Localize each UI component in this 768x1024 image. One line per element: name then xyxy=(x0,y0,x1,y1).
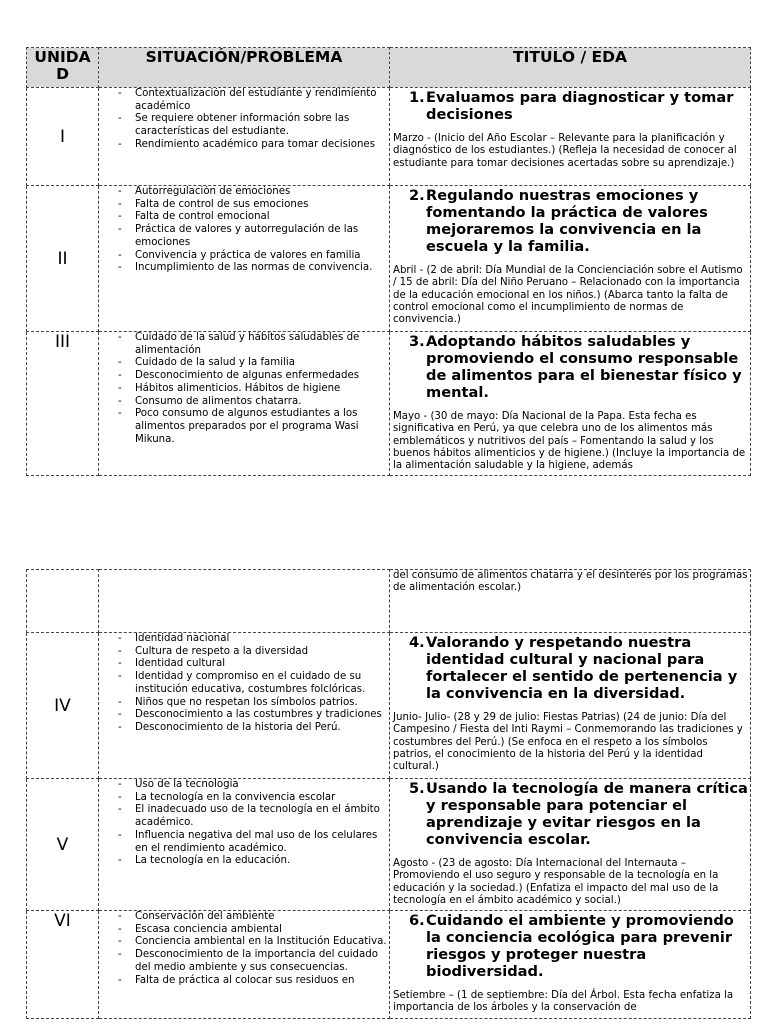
list-item: - Cultura de respeto a la diversidad xyxy=(135,646,389,659)
table-row xyxy=(27,633,751,779)
eda-title-text: Usando la tecnología de manera crítica y responsable para potenciar el aprendizaje y evitar riesgos en la convivencia escolar. xyxy=(426,780,748,848)
list-item: - Cuidado de la salud y hábitos saludables de alimentación xyxy=(135,332,389,357)
table-row xyxy=(27,911,751,1019)
title-cell xyxy=(390,633,751,779)
list-item: - Uso de la tecnología xyxy=(135,779,389,792)
eda-title xyxy=(390,187,750,255)
eda-title xyxy=(390,89,750,123)
eda-description: Abril - (2 de abril: Día Mundial de la Concienciación sobre el Autismo / 15 de abril: Día del Niño Peruano – Relacionado con la importancia de la educación emocional en los niños.) (Abarca tanto la falta de control emocional como el incumplimiento de normas de convivencia.) xyxy=(393,265,743,326)
eda-title-text: Evaluamos para diagnosticar y tomar decisiones xyxy=(426,89,734,123)
situation-cell xyxy=(99,911,390,1019)
table-row xyxy=(27,88,751,186)
list-item: - Consumo de alimentos chatarra. xyxy=(135,396,389,409)
situation-cell xyxy=(99,88,390,186)
list-item: - Desconocimiento de algunas enfermedades xyxy=(135,370,389,383)
header-unidad: UNIDA D xyxy=(27,48,99,88)
title-cell xyxy=(390,88,751,186)
eda-number: 2. xyxy=(409,187,425,204)
table-header-row xyxy=(27,48,751,88)
situation-list xyxy=(99,779,389,868)
situation-cell xyxy=(99,186,390,332)
unit-number: II xyxy=(27,186,99,332)
situation-list xyxy=(99,88,389,152)
list-item: - Hábitos alimenticios. Hábitos de higiene xyxy=(135,383,389,396)
list-item: - Falta de control emocional xyxy=(135,211,389,224)
unit-number: V xyxy=(27,779,99,911)
eda-description: Setiembre – (1 de septiembre: Día del Árbol. Esta fecha enfatiza la importancia de los árboles y la conservación de xyxy=(393,990,734,1014)
eda-description: Mayo - (30 de mayo: Día Nacional de la Papa. Esta fecha es significativa en Perú, ya que celebra uno de los alimentos más emblemáticos y nutritivos del país – Fomentando la salud y los buenos hábitos alimenticios y de higiene.) (Incluye la importancia de la alimentación saludable y la higiene, además xyxy=(393,411,746,472)
unit-number: III xyxy=(27,332,99,476)
list-item: - La tecnología en la educación. xyxy=(135,855,389,868)
table-row xyxy=(27,570,751,633)
eda-title xyxy=(390,634,750,702)
eda-description: Agosto - (23 de agosto: Día Internacional del Internauta – Promoviendo el uso seguro y responsable de la tecnología en la educación y la sociedad.) (Enfatiza el impacto del mal uso de la tecnología en el ámbito académico y social.) xyxy=(393,858,719,906)
eda-title-text: Cuidando el ambiente y promoviendo la conciencia ecológica para prevenir riesgos y proteger nuestra biodiversidad. xyxy=(426,912,734,980)
list-item: - Falta de práctica al colocar sus residuos en xyxy=(135,975,389,988)
eda-description: Junio- Julio- (28 y 29 de julio: Fiestas Patrias) (24 de junio: Día del Campesino / Fiesta del Inti Raymi – Conmemorando las tradiciones y costumbres del Perú.) (Se enfoca en el respeto a los símbolos patrios, el conocimiento de la historia del Perú y la identidad cultural.) xyxy=(393,712,743,773)
units-table-page-1 xyxy=(26,47,751,476)
list-item: - Influencia negativa del mal uso de los celulares en el rendimiento académico. xyxy=(135,830,389,855)
unit-number xyxy=(27,570,99,633)
list-item: - El inadecuado uso de la tecnología en el ámbito académico. xyxy=(135,804,389,829)
list-item: - Conservación del ambiente xyxy=(135,911,389,924)
eda-title-text: Regulando nuestras emociones y fomentando la práctica de valores mejoraremos la convivencia en la escuela y la familia. xyxy=(426,187,708,255)
eda-title xyxy=(390,780,750,848)
list-item: - Identidad cultural xyxy=(135,658,389,671)
table-row xyxy=(27,332,751,476)
list-item: - Práctica de valores y autorregulación de las emociones xyxy=(135,224,389,249)
situation-cell xyxy=(99,570,390,633)
list-item: - Desconocimiento a las costumbres y tradiciones xyxy=(135,709,389,722)
list-item: - Convivencia y práctica de valores en familia xyxy=(135,250,389,263)
situation-list xyxy=(99,633,389,735)
situation-cell xyxy=(99,779,390,911)
eda-title xyxy=(390,912,750,980)
list-item: - La tecnología en la convivencia escolar xyxy=(135,792,389,805)
header-situacion: SITUACIÓN/PROBLEMA xyxy=(99,48,390,88)
list-item: - Cuidado de la salud y la familia xyxy=(135,357,389,370)
unit-number: VI xyxy=(27,911,99,1019)
header-titulo: TITULO / EDA xyxy=(390,48,751,88)
list-item: - Escasa conciencia ambiental xyxy=(135,924,389,937)
situation-cell xyxy=(99,332,390,476)
list-item: - Identidad y compromiso en el cuidado de su institución educativa, costumbres folclóricas. xyxy=(135,671,389,696)
title-cell xyxy=(390,332,751,476)
list-item: - Desconocimiento de la historia del Perú. xyxy=(135,722,389,735)
eda-number: 3. xyxy=(409,333,425,350)
list-item: - Incumplimiento de las normas de convivencia. xyxy=(135,262,389,275)
unit-number: IV xyxy=(27,633,99,779)
table-row xyxy=(27,779,751,911)
eda-number: 4. xyxy=(409,634,425,651)
table-row xyxy=(27,186,751,332)
eda-description: Marzo - (Inicio del Año Escolar – Relevante para la planificación y diagnóstico de los estudiantes.) (Refleja la necesidad de conocer al estudiante para tomar decisiones acertadas sobre su aprendizaje.) xyxy=(393,133,737,169)
situation-list xyxy=(99,911,389,987)
list-item: - Rendimiento académico para tomar decisiones xyxy=(135,139,389,152)
eda-title-text: Adoptando hábitos saludables y promoviendo el consumo responsable de alimentos para el bienestar físico y mental. xyxy=(426,333,742,401)
list-item: - Autorregulación de emociones xyxy=(135,186,389,199)
title-cell xyxy=(390,911,751,1019)
eda-number: 6. xyxy=(409,912,425,929)
situation-list xyxy=(99,186,389,275)
units-table-page-2 xyxy=(26,569,751,1019)
unit-number: I xyxy=(27,88,99,186)
title-cell xyxy=(390,186,751,332)
situation-cell xyxy=(99,633,390,779)
list-item: - Falta de control de sus emociones xyxy=(135,199,389,212)
situation-list xyxy=(99,332,389,446)
list-item: - Se requiere obtener información sobre las características del estudiante. xyxy=(135,113,389,138)
eda-number: 5. xyxy=(409,780,425,797)
list-item: - Contextualización del estudiante y rendimiento académico xyxy=(135,88,389,113)
title-cell xyxy=(390,779,751,911)
eda-title-text: Valorando y respetando nuestra identidad cultural y nacional para fortalecer el sentido de pertenencia y la convivencia en la diversidad. xyxy=(426,634,738,702)
list-item: - Niños que no respetan los símbolos patrios. xyxy=(135,697,389,710)
title-cell xyxy=(390,570,751,633)
list-item: - Conciencia ambiental en la Institución Educativa. xyxy=(135,936,389,949)
list-item: - Desconocimiento de la importancia del cuidado del medio ambiente y sus consecuencias. xyxy=(135,949,389,974)
eda-title xyxy=(390,333,750,401)
eda-number: 1. xyxy=(409,89,425,106)
list-item: - Poco consumo de algunos estudiantes a los alimentos preparados por el programa Wasi Mikuna. xyxy=(135,408,389,446)
eda-description: del consumo de alimentos chatarra y el desinterés por los programas de alimentación escolar.) xyxy=(393,570,748,594)
list-item: - Identidad nacional xyxy=(135,633,389,646)
